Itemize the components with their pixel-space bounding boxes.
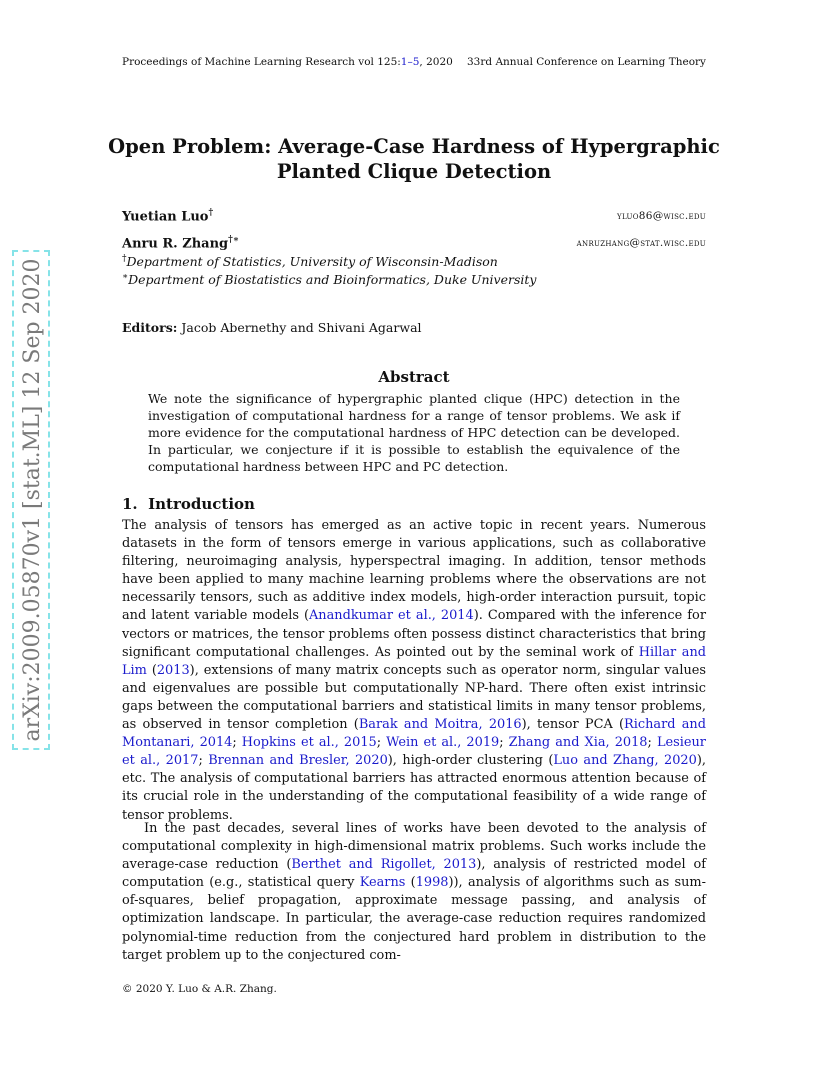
editors-line: Editors: Jacob Abernethy and Shivani Agarwal (122, 320, 422, 335)
arxiv-stamp-text: arXiv:2009.05870v1 [stat.ML] 12 Sep 2020 (12, 250, 50, 750)
title-line-1: Open Problem: Average-Case Hardness of Hypergraphic (108, 135, 720, 158)
intro-paragraph-2: In the past decades, several lines of works have been devoted to the analysis of computational complexity in high-dimensional matrix problems. Such works include the average-case reduction (Berthet and Rigollet, 2013), analysis of restricted model of computation (e.g., statistical query Kearns (1998)), analysis of algorithms such as sum-of-squares, belief propagation, approximate message passing, and analysis of optimization landscape. In particular, the average-case reduction requires randomized polynomial-time reduction from the conjectured hard problem in distribution to the target problem up to the conjectured com- (122, 821, 706, 963)
paper-title (100, 134, 728, 184)
citation-link[interactable]: 2013 (156, 662, 190, 678)
citation-link[interactable]: Hopkins et al., 2015 (241, 735, 377, 751)
citation-link[interactable]: Brennan and Bresler, 2020 (208, 753, 388, 769)
author-2: Anru R. Zhang†∗ (122, 235, 240, 252)
section-heading: 1. Introduction (122, 495, 255, 513)
title-line-2: Planted Clique Detection (276, 160, 552, 183)
author-1: Yuetian Luo† (122, 208, 214, 225)
citation-link[interactable]: Lesieur et al., 2017 (122, 735, 706, 769)
running-header-left: Proceedings of Machine Learning Research vol 125:1–5, 2020 (122, 56, 453, 68)
abstract-text: We note the significance of hypergraphic planted clique (HPC) detection in the investigation of computational hardness for a range of tensor problems. We ask if more evidence for the computational hardness of HPC detection can be developed. In particular, we conjecture if it is possible to establish the equivalence of the computational hardness between HPC and PC detection. (148, 391, 680, 474)
affiliation-2: ∗Department of Biostatistics and Bioinformatics, Duke University (122, 272, 537, 288)
copyright-footer: © 2020 Y. Luo & A.R. Zhang. (122, 983, 277, 995)
citation-link[interactable]: Wein et al., 2019 (386, 735, 500, 751)
author-1-email[interactable]: yluo86@wisc.edu (617, 210, 706, 222)
citation-link[interactable]: Luo and Zhang, 2020 (553, 753, 697, 769)
citation-link[interactable]: Kearns (359, 875, 406, 891)
abstract-heading: Abstract (378, 368, 450, 386)
citation-link[interactable]: 1998 (415, 875, 449, 891)
running-header-right: 33rd Annual Conference on Learning Theory (467, 56, 706, 68)
citation-link[interactable]: Richard and Montanari, 2014 (122, 717, 706, 751)
citation-link[interactable]: Hillar and Lim (122, 644, 706, 678)
arxiv-stamp (12, 250, 50, 750)
citation-link[interactable]: Anandkumar et al., 2014 (309, 608, 474, 624)
affiliation-1: †Department of Statistics, University of Wisconsin-Madison (122, 254, 498, 270)
citation-link[interactable]: Berthet and Rigollet, 2013 (291, 857, 477, 873)
citation-link[interactable]: Barak and Moitra, 2016 (358, 717, 522, 733)
page-range-link[interactable]: 1–5 (400, 56, 420, 68)
citation-link[interactable]: Zhang and Xia, 2018 (508, 735, 648, 751)
author-2-email[interactable]: anruzhang@stat.wisc.edu (576, 237, 706, 249)
intro-paragraph-1: The analysis of tensors has emerged as an active topic in recent years. Numerous datasets in the form of tensors emerge in various applications, such as collaborative filtering, neuroimaging analysis, hyperspectral imaging. In addition, tensor methods have been applied to many machine learning problems where the observations are not necessarily tensors, such as additive index models, high-order interaction pursuit, topic and latent variable models (Anandkumar et al., 2014). Compared with the inference for vectors or matrices, the tensor problems often possess distinct characteristics that bring significant computational challenges. As pointed out by the seminal work of Hillar and Lim (2013), extensions of many matrix concepts such as operator norm, singular values and eigenvalues are possible but computationally NP-hard. There often exist intrinsic gaps between the computational barriers and statistical limits in many tensor problems, as observed in tensor completion (Barak and Moitra, 2016), tensor PCA (Richard and Montanari, 2014; Hopkins et al., 2015; Wein et al., 2019; Zhang and Xia, 2018; Lesieur et al., 2017; Brennan and Bresler, 2020), high-order clustering (Luo and Zhang, 2020), etc. The analysis of computational barriers has attracted enormous attention because of its crucial role in the understanding of the computational feasibility of a wide range of tensor problems. (122, 518, 706, 823)
